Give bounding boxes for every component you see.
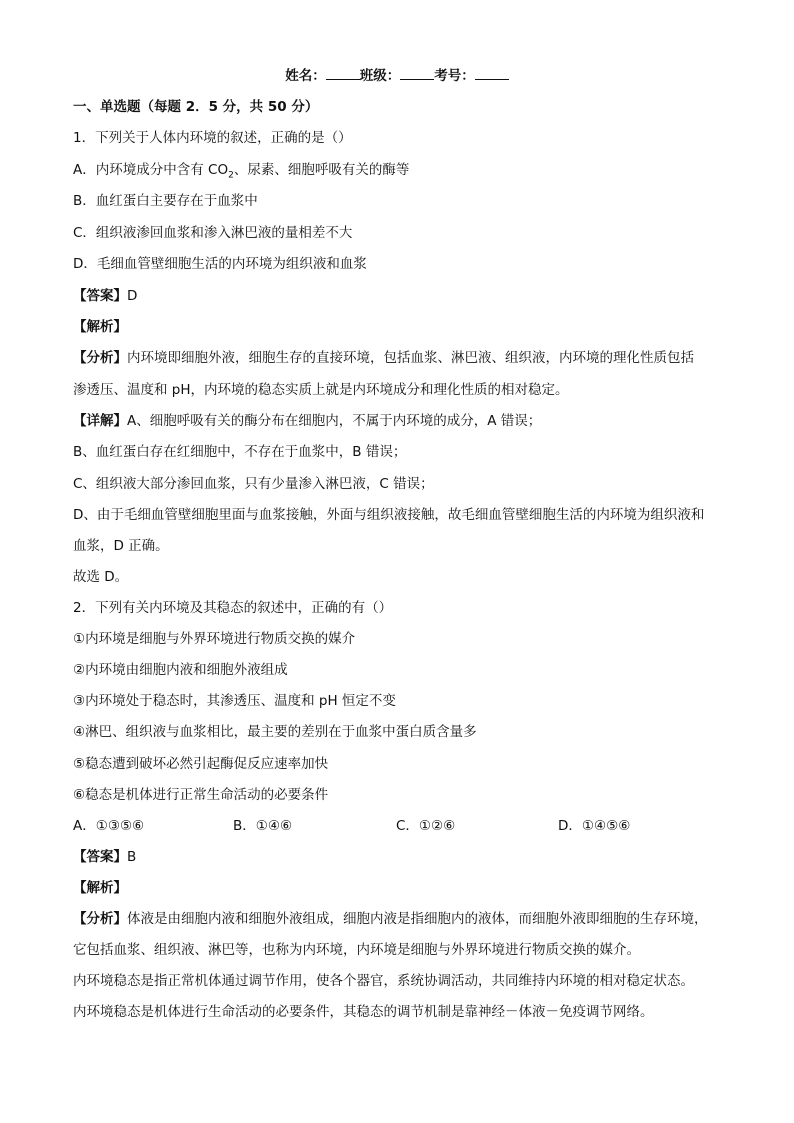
- q2-statement-5: ⑤稳态遭到破坏必然引起酶促反应速率加快: [73, 756, 329, 772]
- q1-fenxi-line2: 渗透压、温度和 pH，内环境的稳态实质上就是内环境成分和理化性质的相对稳定。: [73, 382, 569, 398]
- q1-fenxi-line1: 【分析】内环境即细胞外液，细胞生存的直接环境，包括血浆、淋巴液、组织液，内环境的理化性质包括: [73, 350, 694, 366]
- q2-fenxi-line2: 它包括血浆、组织液、淋巴等，也称为内环境，内环境是细胞与外界环境进行物质交换的媒介。: [73, 942, 640, 958]
- q2-statement-6: ⑥稳态是机体进行正常生命活动的必要条件: [73, 787, 329, 803]
- class-label: 班级：: [359, 68, 401, 84]
- q2-answer: [73, 848, 754, 866]
- q2-option-d: D．①④⑤⑥: [558, 818, 631, 834]
- answer-value: B: [127, 849, 137, 865]
- q1-option-a: A．内环境成分中含有 $CO_2$、尿素、细胞呼吸有关的酶等: [73, 162, 410, 181]
- q1-option-d: D．毛细血管壁细胞生活的内环境为组织液和血浆: [73, 256, 367, 272]
- q1-option-b: B．血红蛋白主要存在于血浆中: [73, 193, 258, 209]
- q1-xiangjie-line4: D、由于毛细血管壁细胞里面与血浆接触，外面与组织液接触，故毛细血管壁细胞生活的内环境为组织液和: [73, 507, 705, 523]
- answer-tag: 【答案】: [73, 849, 127, 865]
- q1-answer: [73, 287, 754, 305]
- q1-xiangjie-line3: C、组织液大部分渗回血浆，只有少量渗入淋巴液，C 错误；: [73, 476, 434, 492]
- name-label: 姓名：: [285, 68, 326, 84]
- q2-option-a: A．①③⑤⑥: [73, 818, 145, 834]
- exam-number-label: 考号：: [434, 68, 475, 84]
- q2-analysis-tag: 【解析】: [73, 880, 127, 896]
- q2-statement-4: ④淋巴、组织液与血浆相比，最主要的差别在于血浆中蛋白质含量多: [73, 724, 477, 740]
- q2-option-c: C．①②⑥: [396, 818, 456, 834]
- q2-statement-1: ①内环境是细胞与外界环境进行物质交换的媒介: [73, 631, 356, 647]
- name-blank[interactable]: [326, 67, 360, 80]
- q1-xiangjie-line2: B、血红蛋白存在红细胞中，不存在于血浆中，B 错误；: [73, 444, 407, 460]
- class-blank[interactable]: [400, 67, 434, 80]
- q2-stem: 2．下列有关内环境及其稳态的叙述中，正确的有（）: [73, 600, 393, 616]
- q2-option-b: B．①④⑥: [233, 818, 293, 834]
- q1-xiangjie-line5: 血浆，D 正确。: [73, 538, 169, 554]
- q1-stem: 1．下列关于人体内环境的叙述，正确的是（）: [73, 130, 352, 146]
- exam-number-blank[interactable]: [475, 67, 509, 80]
- answer-tag: 【答案】: [73, 288, 127, 304]
- section-title: 一、单选题（每题 2．5 分，共 50 分）: [73, 99, 319, 115]
- q2-fenxi-line3: 内环境稳态是指正常机体通过调节作用，使各个器官，系统协调活动，共同维持内环境的相对稳定状态。: [73, 973, 694, 989]
- q1-analysis-tag: 【解析】: [73, 319, 127, 335]
- q2-fenxi-line4: 内环境稳态是机体进行生命活动的必要条件，其稳态的调节机制是靠神经－体液－免疫调节网络。: [73, 1004, 654, 1020]
- q2-statement-3: ③内环境处于稳态时，其渗透压、温度和 pH 恒定不变: [73, 693, 396, 709]
- q2-fenxi-line1: 【分析】体液是由细胞内液和细胞外液组成，细胞内液是指细胞内的液体，而细胞外液即细胞的生存环境，: [73, 911, 708, 927]
- q1-conclusion: 故选 D。: [73, 569, 129, 585]
- q1-option-c: C．组织液渗回血浆和渗入淋巴液的量相差不大: [73, 225, 353, 241]
- answer-value: D: [127, 288, 138, 304]
- q1-xiangjie-line1: 【详解】A、细胞呼吸有关的酶分布在细胞内，不属于内环境的成分，A 错误；: [73, 413, 542, 429]
- student-info-header: [0, 67, 794, 85]
- q2-statement-2: ②内环境由细胞内液和细胞外液组成: [73, 662, 288, 678]
